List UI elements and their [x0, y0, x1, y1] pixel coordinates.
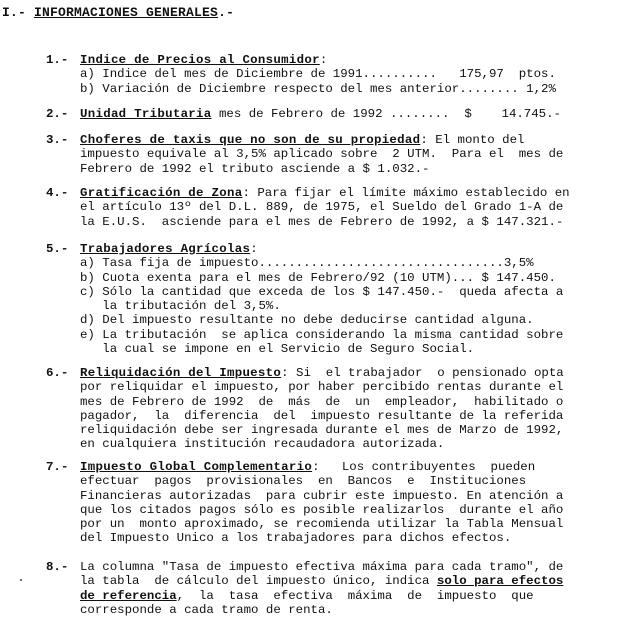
item-line: impuesto equivale al 3,5% aplicado sobre 2 UTM. Para el mes de [80, 147, 564, 162]
item-line: que los citados pagos sólo es posible realizarlos durante el año [80, 502, 564, 517]
item-title: Choferes de taxis que no son de su propiedad [80, 133, 421, 147]
item-number: 3.- [46, 133, 69, 147]
item-line: e) La tributación se aplica considerando la misma cantidad sobre [80, 327, 564, 342]
section-title-suffix: .- [218, 5, 235, 20]
emphasis-text: de referencia [80, 588, 177, 603]
item-line: b) Cuota exenta para el mes de Febrero/92 (10 UTM)... $ 147.450. [80, 270, 556, 285]
item-line: Febrero de 1992 el tributo asciende a $ 1.032.- [80, 161, 430, 176]
item-line-with-emphasis [80, 574, 618, 588]
section-heading [2, 6, 234, 20]
item-line: el artículo 13º del D.L. 889, de 1975, el Sueldo del Grado 1-A de [80, 200, 564, 215]
item-title: Indice de Precios al Consumidor [80, 53, 320, 67]
item-line: la cual se impone en el Servicio de Seguro Social. [80, 342, 475, 357]
item-title-suffix: : [250, 242, 258, 256]
item-title: Trabajadores Agrícolas [80, 242, 251, 256]
item-title-line [80, 242, 618, 256]
item-line: del Impuesto Unico a los trabajadores para dichos efectos. [80, 531, 512, 546]
item-title-line [80, 53, 618, 67]
item-line: la tributación del 3,5%. [80, 299, 281, 314]
item-line: por un monto aproximado, se recomienda utilizar la Tabla Mensual [80, 517, 564, 532]
item-line: corresponde a cada tramo de renta. [80, 602, 333, 617]
item-title-line [80, 107, 618, 121]
item-line: mes de Febrero de 1992 de más de un empleador, habilitado o [80, 394, 564, 409]
item-line: : Para fijar el límite máximo establecido en [242, 186, 570, 200]
item-title: Unidad Tributaria [80, 107, 212, 121]
item-number: 2.- [46, 107, 69, 121]
emphasis-text: solo para efectos [436, 574, 564, 589]
item-title: Reliquidación del Impuesto [80, 366, 282, 380]
item-line: la tabla de cálculo del impuesto único, indica [80, 574, 437, 589]
item-line: pagador, la diferencia del impuesto resultante de la referida [80, 408, 564, 423]
section-title: INFORMACIONES GENERALES [34, 5, 219, 20]
item-number: 5.- [46, 242, 69, 256]
item-line: c) Sólo la cantidad que exceda de los $ 147.450.- queda afecta a [80, 284, 564, 299]
item-line: La columna "Tasa de impuesto efectiva máxima para cada tramo", de [80, 560, 564, 574]
item-line: por reliquidar el impuesto, por haber percibido rentas durante el [80, 380, 564, 395]
item-line: a) Tasa fija de impuesto.................................3,5% [80, 256, 534, 271]
item-line: Financieras autorizadas para cubrir este impuesto. En atención a [80, 488, 564, 503]
item-line: : Si el trabajador o pensionado opta [281, 366, 564, 380]
item-line: b) Variación de Diciembre respecto del mes anterior........ 1,2% [80, 81, 556, 96]
item-title-line [80, 186, 618, 200]
item-line: reliquidación debe ser ingresada durante el mes de Marzo de 1992, [80, 423, 564, 438]
item-title: Impuesto Global Complementario [80, 460, 313, 474]
item-line: efectuar pagos provisionales en Bancos e Instituciones [80, 474, 527, 489]
item-line: , la tasa efectiva máxima de impuesto que [176, 588, 534, 603]
item-title-suffix: : [319, 53, 328, 67]
item-number: 7.- [46, 460, 69, 474]
item-number: 4.- [46, 186, 69, 200]
item-title-line [80, 460, 618, 474]
item-line: : El monto del [420, 133, 525, 147]
item-line: d) Del impuesto resultante no debe deducirse cantidad alguna. [80, 313, 534, 328]
item-line: : Los contribuyentes pueden [312, 460, 536, 474]
item-number: 1.- [46, 53, 69, 67]
item-line: a) Indice del mes de Diciembre de 1991.......... 175,97 ptos. [80, 67, 556, 82]
item-title-line [80, 133, 618, 147]
item-text: mes de Febrero de 1992 ........ $ 14.745.- [211, 107, 561, 121]
item-line-with-emphasis [80, 589, 618, 603]
item-line: en cualquiera institución recaudadora autorizada. [80, 437, 445, 452]
item-number: 8.- [46, 560, 69, 574]
item-title-line [80, 366, 618, 380]
item-title: Gratificación de Zona [80, 186, 243, 200]
section-roman: I.- [2, 5, 27, 20]
item-line: la E.U.S. asciende para el mes de Febrero de 1992, a $ 147.321.- [80, 214, 564, 229]
scan-speck [20, 579, 22, 581]
item-number: 6.- [46, 366, 69, 380]
